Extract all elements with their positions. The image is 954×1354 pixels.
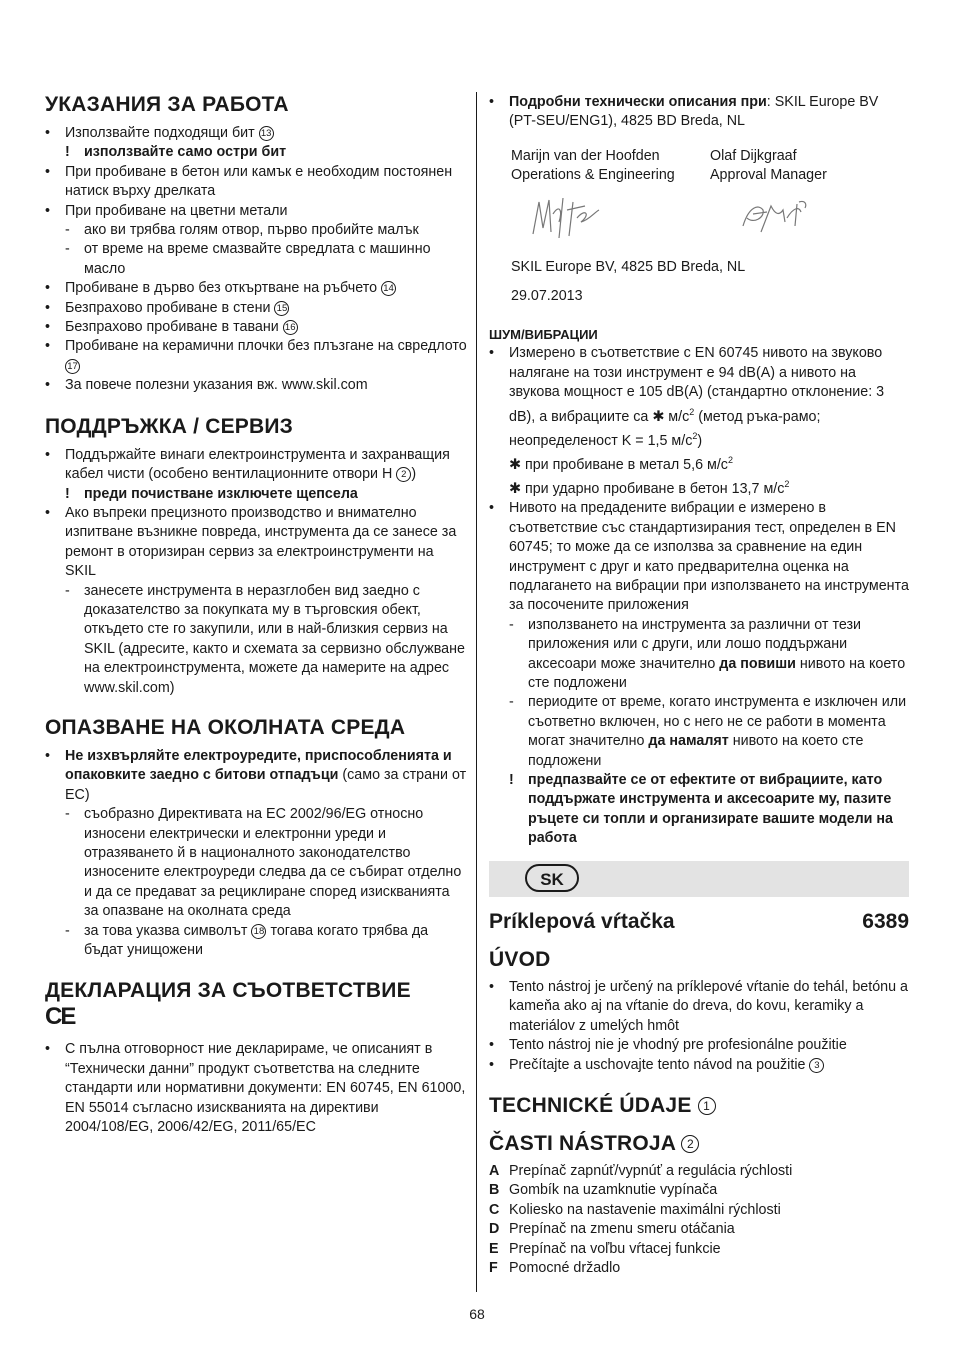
part-letter: A bbox=[489, 1163, 500, 1180]
ref-number-badge: 3 bbox=[809, 1058, 824, 1073]
list-item: • За повече полезни указания вж. www.skil.com bbox=[45, 377, 368, 394]
part-label: Gombík na uzamknutie vypínača bbox=[509, 1182, 718, 1199]
list-item: • Не изхвърляйте електроуредите, приспособленията и опаковките заедно с битови отпадъци (само за страни от ЕС) bbox=[45, 747, 467, 803]
language-band bbox=[489, 861, 909, 897]
company-address: SKIL Europe BV, 4825 BD Breda, NL bbox=[511, 258, 746, 275]
language-badge: SK bbox=[525, 864, 579, 892]
part-label: Pomocné držadlo bbox=[509, 1260, 621, 1277]
heading-technical-data: TECHNICKÉ ÚDAJE 1 bbox=[489, 1093, 909, 1119]
product-name: Príklepová vŕtačka bbox=[489, 910, 675, 933]
ref-number-badge: 18 bbox=[251, 924, 266, 939]
list-item: • Prečítajte a uschovajte tento návod na použitie 3 bbox=[489, 1056, 909, 1075]
list-item: • Използвайте подходящи бит 13 bbox=[45, 124, 467, 143]
declaration-date: 29.07.2013 bbox=[511, 288, 583, 305]
heading-maintenance: ПОДДРЪЖКА / СЕРВИЗ bbox=[45, 414, 294, 438]
column-divider bbox=[476, 92, 477, 1292]
sub-item: - периодите от време, когато инструмента е изключен или съответно включен, но с него не се работи в момента могат значително да намалят нивото на което сте подложени bbox=[509, 694, 907, 769]
signatory-name: Olaf Dijkgraaf bbox=[710, 147, 797, 164]
parts-list-item bbox=[489, 1181, 909, 1200]
ce-mark: CE bbox=[45, 1003, 75, 1031]
heading-intro: ÚVOD bbox=[489, 948, 551, 971]
list-item: • Пробиване в дърво без откъртване на ръбчето 14 bbox=[45, 279, 467, 298]
left-column bbox=[45, 90, 467, 1137]
signature-image bbox=[739, 196, 811, 236]
product-title-row bbox=[489, 909, 909, 935]
list-item: • Пробиване на керамични плочки без плъзгане на свредлото 17 bbox=[45, 338, 467, 372]
list-item: • Tento nástroj je určený na príklepové vŕtanie do tehál, betónu a kameňa ako aj na vŕtanie do dreva, do kovu, keramiky a materiálov z umelých hmôt bbox=[489, 979, 908, 1034]
parts-list-item bbox=[489, 1162, 909, 1181]
sub-item: - съобразно Директивата на ЕС 2002/96/EG относно износени електрически и електронни уреди и отразяването й в националното законодателство износените електроуреди следва да се събират отделно и да се предават за рециклиране според изискванията за опазване на околната среда bbox=[65, 806, 462, 920]
sk-section bbox=[489, 909, 909, 1278]
signatory-role: Approval Manager bbox=[710, 167, 827, 184]
heading-noise-vibration: ШУМ/ВИБРАЦИИ bbox=[489, 327, 598, 343]
ref-number-badge: 13 bbox=[259, 126, 274, 141]
sub-item: - занесете инструмента в неразглобен вид заедно с доказателство за покупката му в търговския обект, откъдето сте го закупили, или в най-близкия сервиз на SKIL (адресите, както и схемата за сервизно обслужване на електроинструмента, можете да намерите на адрес www.skil.com) bbox=[65, 582, 465, 696]
signatory-name: Marijn van der Hoofden bbox=[511, 147, 660, 164]
signatories bbox=[489, 147, 909, 186]
right-column bbox=[489, 90, 909, 849]
heading-declaration: ДЕКЛАРАЦИЯ ЗА СЪОТВЕТСТВИЕ bbox=[45, 979, 411, 1003]
list-item: • Подробни технически описания при: SKIL Europe BV (PT-SEU/ENG1), 4825 BD Breda, NL bbox=[489, 94, 879, 130]
part-letter: C bbox=[489, 1201, 500, 1218]
product-model: 6389 bbox=[862, 910, 909, 933]
ref-number-badge: 15 bbox=[274, 301, 289, 316]
warning-item: ! използвайте само остри бит bbox=[65, 144, 287, 161]
ref-number-badge: 16 bbox=[283, 320, 298, 335]
heading-work-instructions: УКАЗАНИЯ ЗА РАБОТА bbox=[45, 93, 289, 116]
ref-number-badge: 2 bbox=[396, 467, 411, 482]
part-letter: D bbox=[489, 1221, 500, 1238]
list-item: • Безпрахово пробиване в тавани 16 bbox=[45, 318, 467, 337]
list-item: • При пробиване в бетон или камък е необходим постоянен натиск върху дрелката bbox=[45, 163, 453, 200]
sub-item: - използването на инструмента за различни от тези приложения или с други, или лошо поддържани аксесоари може значително да повиши нивото на което сте подложени bbox=[509, 616, 906, 691]
part-label: Koliesko na nastavenie maximálni rýchlosti bbox=[509, 1201, 781, 1218]
ref-number-badge: 14 bbox=[381, 281, 396, 296]
list-item: • Tento nástroj nie je vhodný pre profesionálne použitie bbox=[489, 1037, 847, 1054]
part-label: Prepínač na voľbu vŕtacej funkcie bbox=[509, 1240, 721, 1257]
signatures bbox=[489, 186, 909, 258]
sub-item: - от време на време смазвайте свредлата с машинно масло bbox=[65, 241, 431, 277]
heading-tool-parts: ČASTI NÁSTROJA 2 bbox=[489, 1131, 909, 1157]
part-letter: F bbox=[489, 1260, 498, 1277]
warning-item: ! предпазвайте се от ефектите от вибрациите, като поддържате инструмента и аксесоарите му, пазите ръцете си топли и организирате вашите модели на работа bbox=[509, 772, 894, 847]
list-item: • Поддържайте винаги електроинструмента и захранващия кабел чисти (особено вентилационните отвори H 2 ) bbox=[45, 446, 450, 483]
sub-item: - за това указва символът 18 тогава когато трябва да бъдат унищожени bbox=[65, 922, 429, 959]
signature-image bbox=[529, 192, 601, 242]
part-label: Prepínač na zmenu smeru otáčania bbox=[509, 1221, 735, 1238]
parts-list-item bbox=[489, 1220, 909, 1239]
list-item: • С пълна отговорност ние декларираме, че описаният в “Технически данни” продукт съответства на следните стандарти или нормативни документи: EN 60745, EN 61000, EN 55014 съгласно изискванията на директиви 2004/108/EG, 2006/42/EG, 2011/65/EC bbox=[45, 1041, 466, 1136]
list-item: • Нивото на предадените вибрации е измерено в съответствие със стандартизирания тест, определен в EN 60745; то може да се използва за сравнение на един инструмент с друг и като предварителна оценка на подлагането на вибрации при използването на инструмента за посочените приложения bbox=[489, 500, 909, 614]
parts-list-item bbox=[489, 1259, 909, 1278]
ref-number-badge: 17 bbox=[65, 359, 80, 374]
page-number: 68 bbox=[469, 1306, 485, 1322]
ref-number-badge: 2 bbox=[681, 1135, 699, 1153]
part-letter: E bbox=[489, 1240, 499, 1257]
part-letter: B bbox=[489, 1182, 500, 1199]
signatory-role: Operations & Engineering bbox=[511, 167, 675, 184]
list-item: • Измерено в съответствие с EN 60745 нивото на звуково налягане на този инструмент е 94 dB(A) а нивото на звукова мощност е 105 dB(A) (стандартно отклонение: 3 dB), а вибрациите са ✱ $м/с^2$ (метод ръка-рамо; неопределеност K = 1,5 $м/с^2$) ✱ при пробиване в метал 5,6 $м/с^2$ ✱ при ударно пробиване в бетон 13,7 $м/с^2$ bbox=[489, 345, 885, 497]
part-label: Prepínač zapnúť/vypnúť a regulácia rýchlosti bbox=[509, 1163, 793, 1180]
list-item: • Безпрахово пробиване в стени 15 bbox=[45, 299, 467, 318]
list-item: • Ако въпреки прецизното производство и внимателно изпитване възникне повреда, инструмента да се занесе за ремонт в оторизиран сервиз за електроинструменти на SKIL bbox=[45, 504, 457, 580]
ref-number-badge: 1 bbox=[698, 1097, 716, 1115]
parts-list-item bbox=[489, 1201, 909, 1220]
heading-environment: ОПАЗВАНЕ НА ОКОЛНАТА СРЕДА bbox=[45, 715, 406, 739]
sub-item: - ако ви трябва голям отвор, първо пробийте малък bbox=[65, 222, 419, 239]
parts-list-item bbox=[489, 1240, 909, 1259]
parts-list bbox=[489, 1162, 909, 1278]
warning-item: ! преди почистване изключете щепсела bbox=[65, 485, 358, 502]
list-item: • При пробиване на цветни метали bbox=[45, 202, 288, 219]
